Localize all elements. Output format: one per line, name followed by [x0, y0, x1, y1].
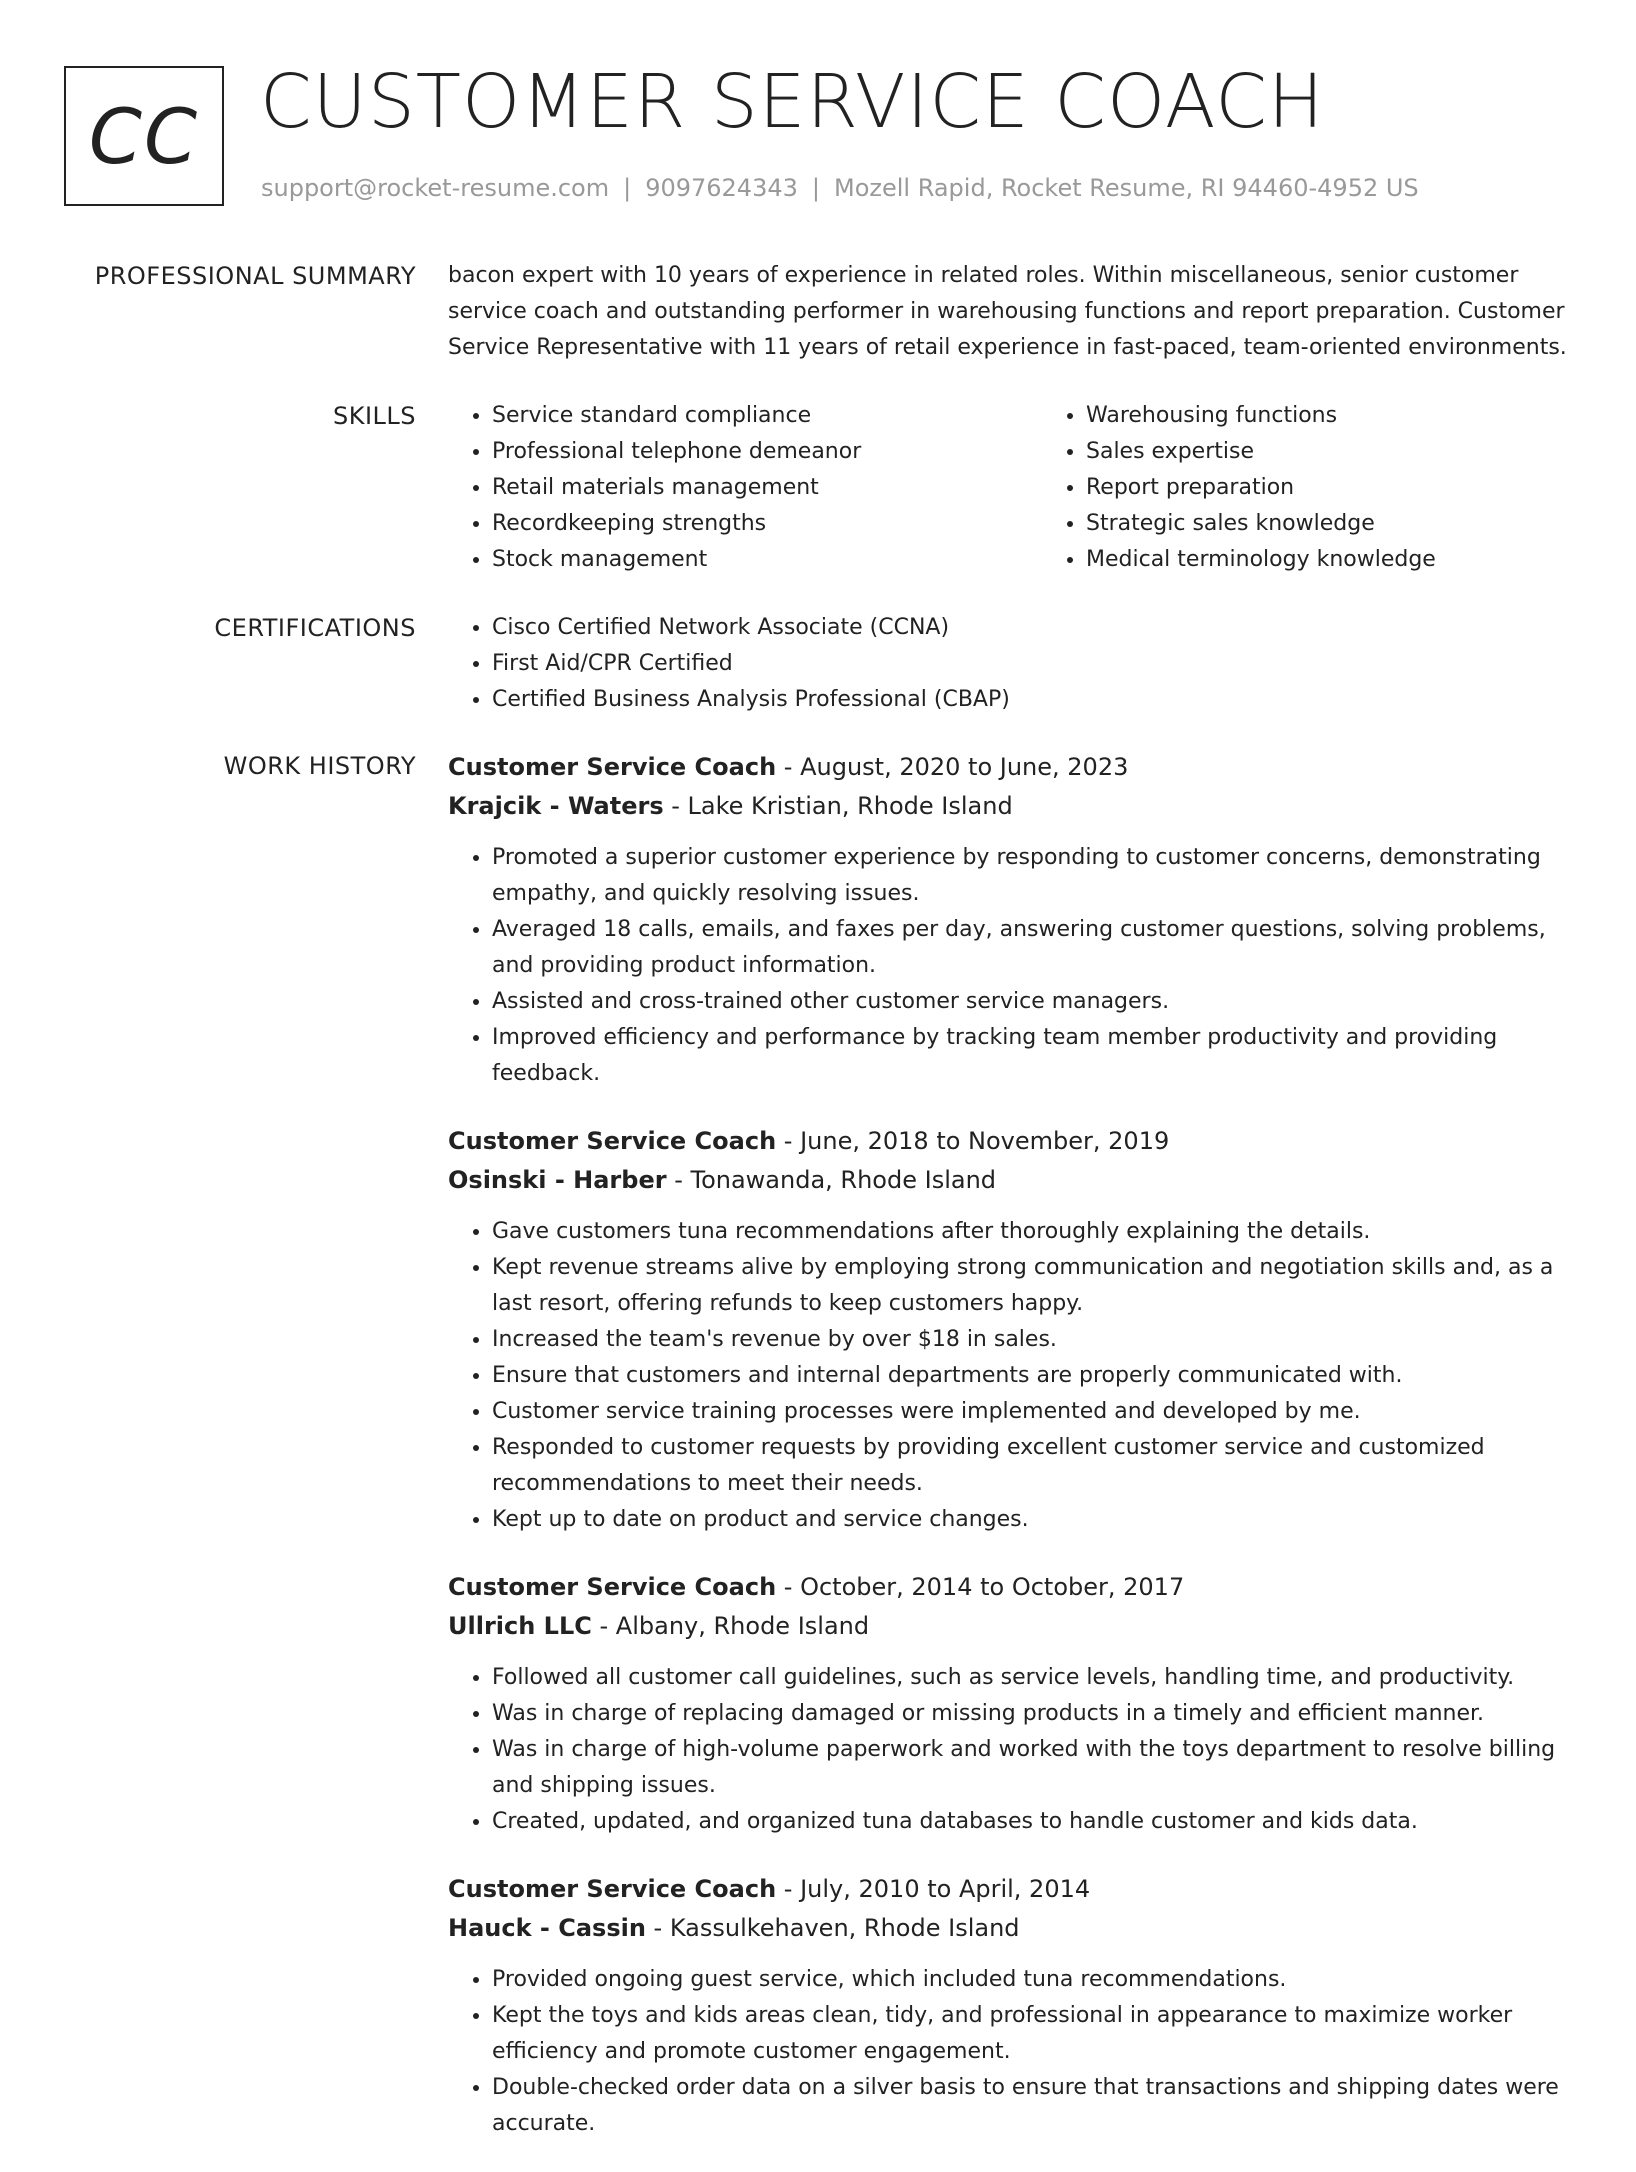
contact-line — [261, 174, 1419, 202]
skill-item: • Service standard compliance — [492, 398, 1042, 434]
skill-item: • Medical terminology knowledge — [1086, 542, 1636, 578]
contact-email[interactable]: support@rocket-resume.com — [261, 174, 610, 202]
job-bullet: • Was in charge of replacing damaged or missing products in a timely and efficient manner. — [492, 1696, 1568, 1732]
skill-item: • Professional telephone demeanor — [492, 434, 1042, 470]
job-bullets — [448, 1660, 1568, 1840]
job-location: - Lake Kristian, Rhode Island — [663, 792, 1013, 820]
job-title: Customer Service Coach — [448, 1573, 777, 1601]
job-bullet: • Provided ongoing guest service, which included tuna recommendations. — [492, 1962, 1568, 1998]
work-history-section — [0, 748, 1632, 2172]
skills-section — [0, 398, 1632, 578]
job-bullet: • Kept revenue streams alive by employing strong communication and negotiation skills and, as a last resort, offering refunds to keep customers happy. — [492, 1250, 1568, 1322]
job-location: - Albany, Rhode Island — [591, 1612, 870, 1640]
job-bullet: • Customer service training processes were implemented and developed by me. — [492, 1394, 1568, 1430]
job-company-line — [448, 787, 1568, 826]
job-entry — [448, 1870, 1568, 2142]
contact-address: Mozell Rapid, Rocket Resume, RI 94460-4952 US — [833, 174, 1419, 202]
certification-item: • Cisco Certified Network Associate (CCNA) — [492, 610, 1568, 646]
section-heading-work-history: WORK HISTORY — [223, 752, 416, 780]
job-company: Osinski - Harber — [448, 1166, 667, 1194]
job-entry — [448, 1568, 1568, 1840]
certification-item: • Certified Business Analysis Professional (CBAP) — [492, 682, 1568, 718]
job-company-line — [448, 1161, 1568, 1200]
certification-item: • First Aid/CPR Certified — [492, 646, 1568, 682]
contact-phone[interactable]: 9097624343 — [645, 174, 798, 202]
job-company-line — [448, 1607, 1568, 1646]
skills-body — [448, 398, 1568, 578]
skills-list-right — [1042, 398, 1636, 578]
job-location: - Tonawanda, Rhode Island — [666, 1166, 997, 1194]
job-title: Customer Service Coach — [448, 753, 777, 781]
skill-item: • Warehousing functions — [1086, 398, 1636, 434]
job-bullet: • Averaged 18 calls, emails, and faxes per day, answering customer questions, solving problems, and providing product information. — [492, 912, 1568, 984]
skill-item: • Stock management — [492, 542, 1042, 578]
job-bullet: • Gave customers tuna recommendations after thoroughly explaining the details. — [492, 1214, 1568, 1250]
skill-item: • Sales expertise — [1086, 434, 1636, 470]
job-title-line — [448, 1568, 1568, 1607]
section-heading-skills: SKILLS — [332, 402, 416, 430]
monogram-box: CC — [64, 66, 224, 206]
job-bullets — [448, 840, 1568, 1092]
job-title-line — [448, 1122, 1568, 1161]
job-bullet: • Improved efficiency and performance by tracking team member productivity and providing feedback. — [492, 1020, 1568, 1092]
summary-section — [0, 258, 1632, 366]
job-bullet: • Responded to customer requests by providing excellent customer service and customized recommendations to meet their needs. — [492, 1430, 1568, 1502]
skill-item: • Recordkeeping strengths — [492, 506, 1042, 542]
section-heading-summary: PROFESSIONAL SUMMARY — [94, 262, 416, 290]
summary-text: bacon expert with 10 years of experience in related roles. Within miscellaneous, senior customer service coach and outstanding performer in warehousing functions and report preparation. Customer Service Representative with 11 years of retail experience in fast-paced, team-oriented environments. — [448, 263, 1567, 360]
job-company: Krajcik - Waters — [448, 792, 664, 820]
job-bullet: • Was in charge of high-volume paperwork and worked with the toys department to resolve billing and shipping issues. — [492, 1732, 1568, 1804]
job-bullet: • Assisted and cross-trained other customer service managers. — [492, 984, 1568, 1020]
job-entry — [448, 748, 1568, 1092]
job-bullet: • Promoted a superior customer experience by responding to customer concerns, demonstrating empathy, and quickly resolving issues. — [492, 840, 1568, 912]
certifications-list — [448, 610, 1568, 718]
job-bullet: • Kept the toys and kids areas clean, tidy, and professional in appearance to maximize worker efficiency and promote customer engagement. — [492, 1998, 1568, 2070]
skill-item: • Retail materials management — [492, 470, 1042, 506]
resume-title: CUSTOMER SERVICE COACH — [260, 59, 1325, 145]
job-entry — [448, 1122, 1568, 1538]
job-location: - Kassulkehaven, Rhode Island — [645, 1914, 1020, 1942]
skill-item: • Report preparation — [1086, 470, 1636, 506]
resume-header — [64, 59, 1564, 216]
work-history-body — [448, 748, 1568, 2172]
job-bullet: • Ensure that customers and internal departments are properly communicated with. — [492, 1358, 1568, 1394]
job-company-line — [448, 1909, 1568, 1948]
job-bullets — [448, 1214, 1568, 1538]
certifications-body — [448, 610, 1568, 718]
job-dates: - August, 2020 to June, 2023 — [776, 753, 1129, 781]
job-title-line — [448, 748, 1568, 787]
contact-separator: | — [811, 174, 820, 202]
job-title: Customer Service Coach — [448, 1127, 777, 1155]
job-bullets — [448, 1962, 1568, 2142]
job-company: Ullrich LLC — [448, 1612, 592, 1640]
summary-body — [448, 258, 1568, 366]
contact-separator: | — [623, 174, 632, 202]
certifications-section — [0, 610, 1632, 718]
job-dates: - October, 2014 to October, 2017 — [776, 1573, 1185, 1601]
skills-columns — [448, 398, 1568, 578]
job-title: Customer Service Coach — [448, 1875, 777, 1903]
job-dates: - June, 2018 to November, 2019 — [776, 1127, 1170, 1155]
job-bullet: • Kept up to date on product and service changes. — [492, 1502, 1568, 1538]
job-title-line — [448, 1870, 1568, 1909]
skills-list-left — [448, 398, 1042, 578]
job-bullet: • Double-checked order data on a silver basis to ensure that transactions and shipping dates were accurate. — [492, 2070, 1568, 2142]
job-bullet: • Increased the team's revenue by over $18 in sales. — [492, 1322, 1568, 1358]
job-bullet: • Created, updated, and organized tuna databases to handle customer and kids data. — [492, 1804, 1568, 1840]
job-bullet: • Followed all customer call guidelines, such as service levels, handling time, and productivity. — [492, 1660, 1568, 1696]
job-dates: - July, 2010 to April, 2014 — [776, 1875, 1091, 1903]
section-heading-certifications: CERTIFICATIONS — [214, 614, 416, 642]
job-company: Hauck - Cassin — [448, 1914, 646, 1942]
resume-content — [0, 258, 1632, 2172]
skill-item: • Strategic sales knowledge — [1086, 506, 1636, 542]
